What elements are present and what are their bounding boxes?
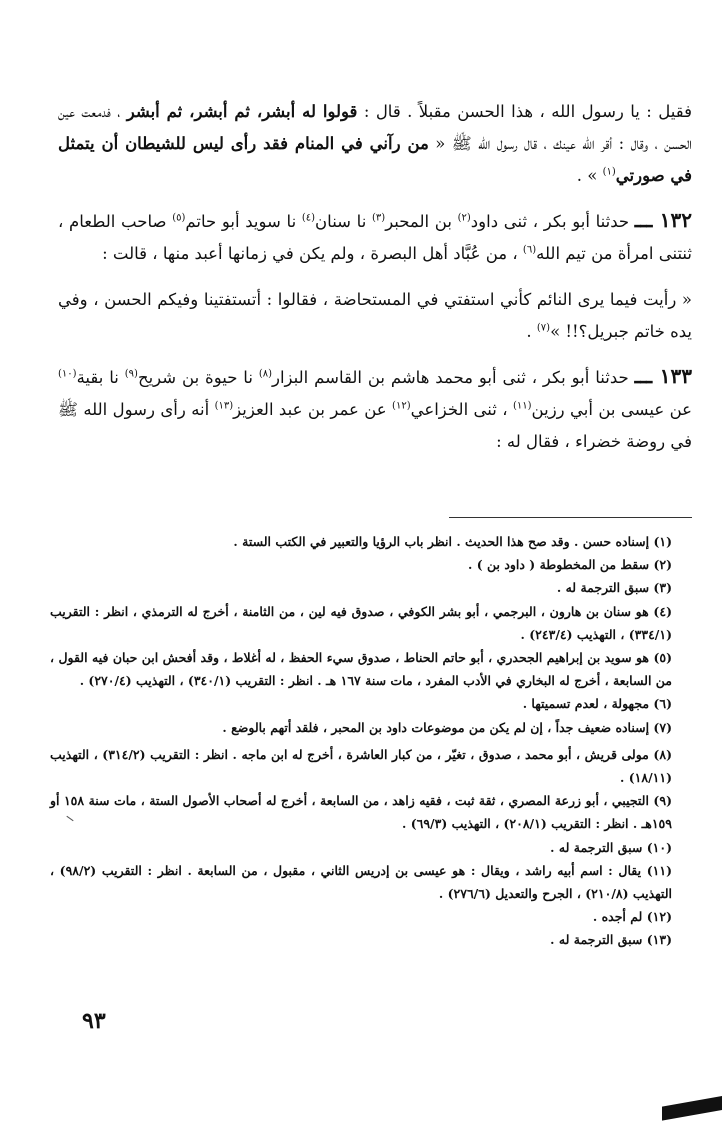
- hadith-133-text-7: أنه رأى رسول الله ﷺ في روضة خضراء ، فقال له :: [58, 400, 692, 451]
- footnote-5: (٥) هو سويد بن إبراهيم الجحدري ، أبو حاتم الحناط ، صدوق سيء الحفظ ، له أغلاط ، وقد أفحش ابن حبان فيه القول ، من السابعة ، أخرج له البخاري في الأدب المفرد ، مات سنة ١٦٧ هـ . انظر : التقريب (٣٤٠/١) ، التهذيب (٢٧٠/٤) .: [50, 650, 672, 689]
- footnote-4: (٤) هو سنان بن هارون ، البرجمي ، أبو بشر الكوفي ، صدوق فيه لين ، من الثامنة ، أخرج له الترمذي ، انظر : التقريب (٣٣٤/١) ، التهذيب (٢٤٣/٤) .: [50, 603, 672, 642]
- footnote-ref-10: (١٠): [58, 368, 77, 380]
- footnote-ref-1: (١): [602, 166, 616, 178]
- footnote-1: (١) إسناده حسن . وقد صح هذا الحديث . انظر باب الرؤيا والتعبير في الكتب الستة .: [233, 534, 672, 549]
- footnote-10: (١٠) سبق الترجمة له .: [550, 839, 672, 855]
- hadith-133-text-2: نا حيوة بن شريح: [137, 368, 259, 387]
- hadith-132-text-4: نا سويد أبو حاتم: [185, 212, 302, 231]
- para1-tail: » .: [576, 166, 603, 185]
- hadith-133-text-3: نا بقية: [76, 368, 125, 387]
- hadith-133-text-4: عن عيسى بن أبي رزين: [531, 400, 692, 419]
- hadith-132: [58, 204, 692, 270]
- footnote-ref-4: (٤): [301, 212, 316, 224]
- footnote-12: (١٢) لم أجده .: [592, 909, 672, 925]
- footnote-ref-13: (١٣): [214, 400, 234, 412]
- footnotes: [50, 530, 672, 952]
- footnote-ref-3: (٣): [372, 212, 386, 224]
- footnote-2: (٢) سقط من المخطوطة ( داود بن ) .: [468, 557, 672, 573]
- footnote-ref-7: (٧): [536, 322, 551, 334]
- hadith-132-text-6: ، من عُبَّاد أهل البصرة ، ولم يكن في زمانها أعبد منها ، قالت :: [102, 244, 523, 263]
- footnote-ref-6: (٦): [522, 244, 537, 256]
- dream-quote-tail: .: [526, 322, 537, 341]
- hadith-133-text-1: حدثنا أبو بكر ، ثنى أبو محمد هاشم بن القاسم البزار: [272, 368, 635, 387]
- hadith-133-text-6: عن عمر بن عبد العزيز: [233, 400, 393, 419]
- footnote-13: (١٣) سبق الترجمة له .: [550, 932, 672, 948]
- para1-lead: فقيل : يا رسول الله ، هذا الحسن مقبلاً . قال :: [357, 102, 692, 121]
- footnote-ref-12: (١٢): [392, 400, 411, 412]
- footnote-3: (٣) سبق الترجمة له .: [556, 580, 672, 596]
- footnote-ref-9: (٩): [124, 368, 138, 380]
- hadith-133-text-5: ، ثنى الخزاعي: [410, 400, 513, 419]
- hadith-132-text-1: حدثنا أبو بكر ، ثنى داود: [470, 212, 635, 231]
- main-text: [58, 96, 692, 458]
- footnote-9: (٩) التجيبي ، أبو زرعة المصري ، ثقة ثبت ، فقيه زاهد ، من السابعة ، أخرج له أصحاب الأصول الستة ، مات سنة ١٥٨ أو ١٥٩هـ . انظر : التقريب (٢٠٨/١) ، التهذيب (٦٩/٣) .: [50, 793, 672, 832]
- footnote-divider: [449, 517, 692, 518]
- para1-bold-hadith: من رآني في المنام فقد رأى ليس للشيطان أن يتمثل في صورتي: [58, 134, 692, 185]
- hadith-132-text-5: صاحب الطعام ، ثنتنى امرأة من تيم الله: [58, 212, 692, 263]
- footnote-6: (٦) مجهولة ، لعدم تسميتها .: [522, 696, 672, 712]
- hadith-132-text-2: بن المحبر: [385, 212, 458, 231]
- footnote-ref-5: (٥): [172, 212, 186, 224]
- footnote-7: (٧) إسناده ضعيف جداً ، إن لم يكن من موضوعات داود بن المحبر ، فلقد أتهم بالوضع .: [222, 719, 672, 735]
- page-number: ٩٣: [82, 1008, 106, 1034]
- para1-middle: ، فدمعت عين الحسن ، وقال : أقر الله عينك ، قال رسول الله ﷺ «: [58, 102, 692, 153]
- footnote-ref-8: (٨): [258, 368, 272, 380]
- hadith-131-ending: [58, 96, 692, 192]
- para1-bold-saying: قولوا له أبشر، ثم أبشر، ثم أبشر: [126, 102, 358, 121]
- footnote-ref-2: (٢): [457, 212, 471, 224]
- dream-quote-text: « رأيت فيما يرى النائم كأني استفتي في المستحاضة ، فقالوا : أتستفتينا وفيكم الحسن ، وفي يده خاتم جبريل؟!! »: [58, 290, 692, 341]
- footnote-ref-11: (١١): [512, 400, 532, 412]
- hadith-132-text-3: نا سنان: [315, 212, 372, 231]
- hadith-133: [58, 360, 692, 458]
- hadith-number-132: ١٣٢ ـــ: [634, 208, 693, 232]
- hadith-number-133: ١٣٣ ـــ: [634, 364, 693, 388]
- dream-quote: [58, 284, 692, 348]
- footnote-11: (١١) يقال : اسم أبيه راشد ، ويقال : هو عيسى بن إدريس الثاني ، مقبول ، من السابعة . انظر : التقريب (٩٨/٢) ، التهذيب (٢١٠/٨) ، الجرح والتعديل (٢٧٦/٦) .: [50, 862, 672, 902]
- footnote-8: (٨) مولى قريش ، أبو محمد ، صدوق ، تغيّر ، من كبار العاشرة ، أخرج له ابن ماجه . انظر : التقريب (٣١٤/٢) ، التهذيب (١٨/١١) .: [50, 746, 672, 786]
- scan-edge-shadow: [662, 1096, 722, 1121]
